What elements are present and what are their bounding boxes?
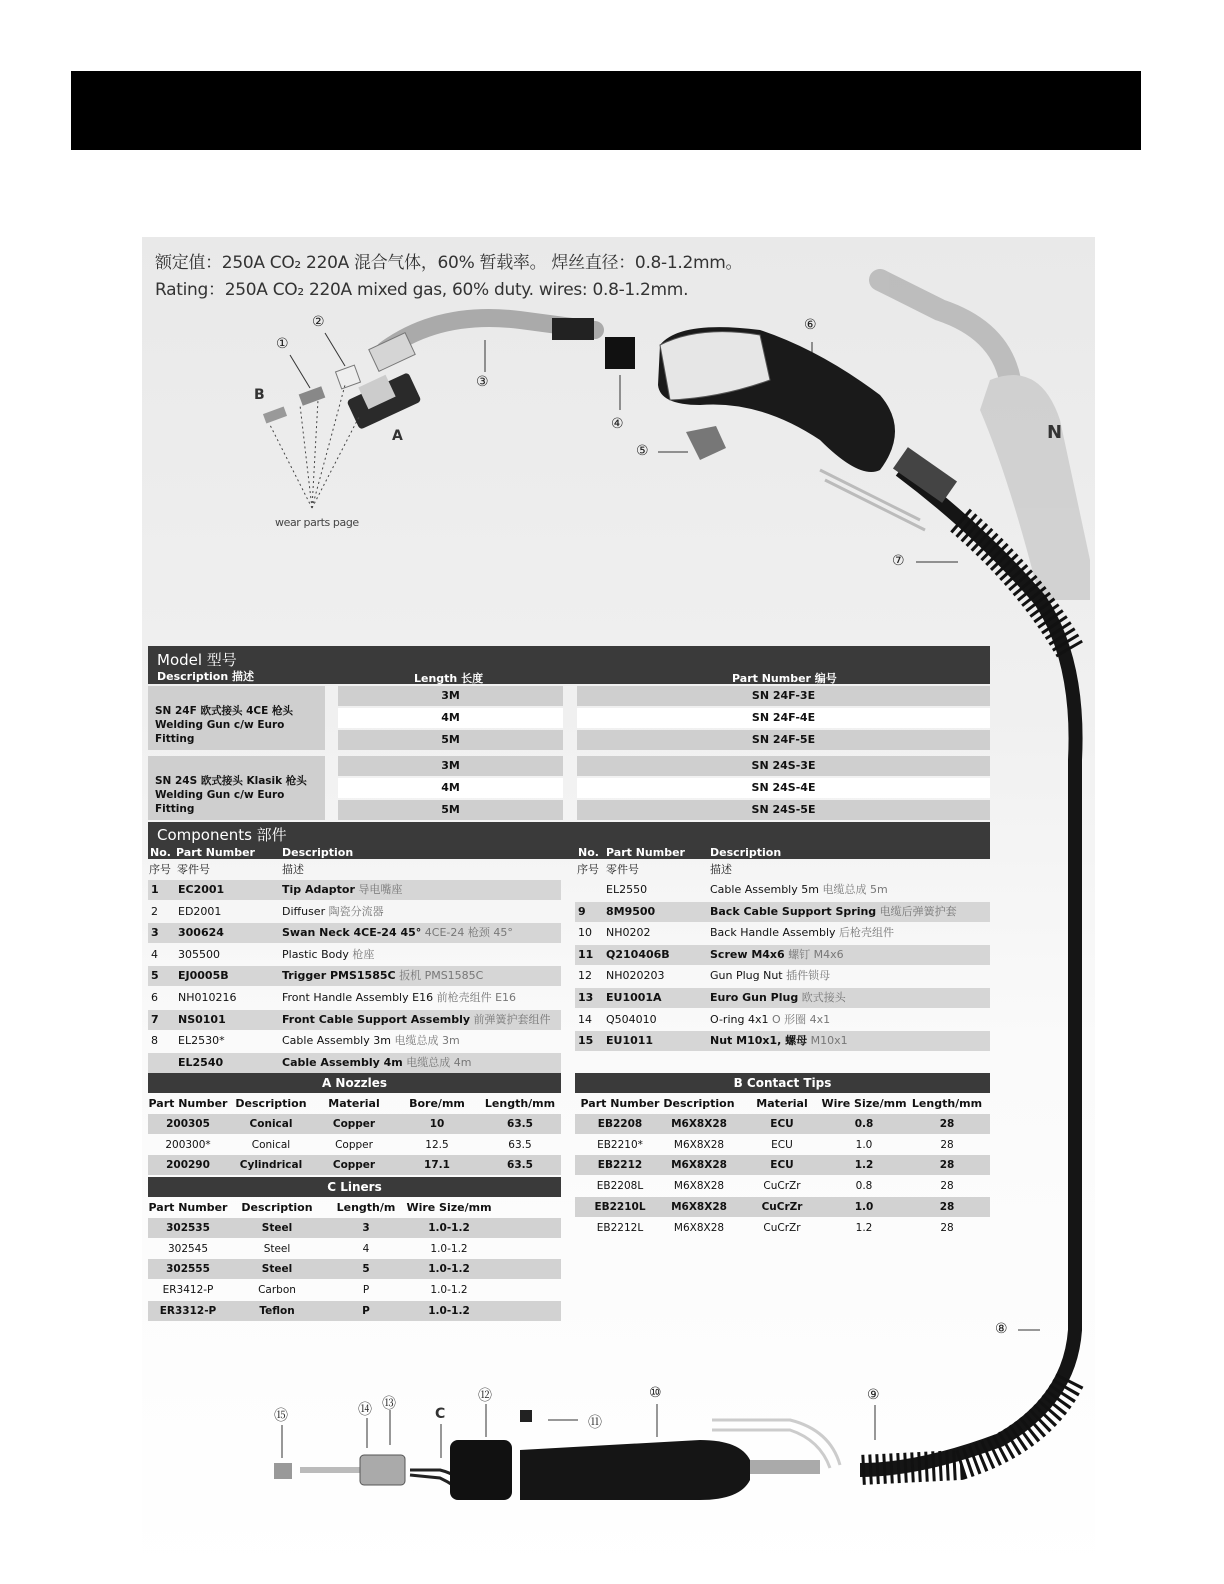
- model-group-1: [148, 686, 325, 750]
- tips-cell: M6X8X28: [671, 1159, 727, 1172]
- component-part: EU1001A: [606, 991, 662, 1004]
- component-part: EL2540: [178, 1055, 224, 1069]
- nozzles-title: A Nozzles: [148, 1073, 561, 1093]
- component-desc-cn: 电缆总成 5m: [818, 883, 888, 896]
- component-part: EL2530*: [178, 1034, 225, 1048]
- ghost-logo: N: [1047, 422, 1063, 443]
- nozzles-row: [148, 1114, 561, 1134]
- component-part: 300624: [178, 926, 224, 940]
- rear-parts: [274, 1410, 840, 1500]
- rating-english: Rating：250A CO₂ 220A mixed gas, 60% duty. wires: 0.8-1.2mm.: [155, 280, 689, 300]
- component-part: NS0101: [178, 1012, 226, 1026]
- tips-cell: M6X8X28: [671, 1118, 727, 1130]
- component-desc-cn: 电缆后弹簧护套: [876, 904, 957, 918]
- tips-header-cell: Description: [663, 1097, 735, 1110]
- model-part: SN 24F-5E: [577, 730, 990, 750]
- component-no: 8: [151, 1034, 158, 1048]
- tips-cell: EB2208L: [596, 1180, 644, 1193]
- component-row: [148, 1010, 561, 1030]
- tips-cell: CuCrZr: [763, 1180, 801, 1193]
- component-part: Q504010: [606, 1012, 657, 1026]
- components-header: [148, 822, 990, 859]
- tips-cell: 28: [939, 1159, 955, 1172]
- liners-cell: Steel: [261, 1222, 293, 1234]
- nozzles-cell: 63.5: [507, 1159, 533, 1172]
- tips-header-cell: Wire Size/mm: [821, 1097, 907, 1110]
- nozzles-header-cell: Part Number: [148, 1097, 228, 1110]
- callout-3: ③: [476, 374, 489, 390]
- callout-11: ⑪: [588, 1415, 602, 1431]
- component-row: [575, 923, 990, 943]
- liners-cell: 302545: [167, 1242, 209, 1255]
- component-no: 4: [151, 947, 158, 961]
- component-desc-cn: 插件锁母: [782, 969, 831, 983]
- tips-cell: 28: [939, 1118, 955, 1130]
- component-desc: Back Cable Support Spring 电缆后弹簧护套: [710, 904, 957, 918]
- model-part: SN 24F-4E: [577, 708, 990, 728]
- tips-cell: 1.2: [855, 1221, 873, 1234]
- model-part-header: Part Number 编号: [732, 672, 837, 685]
- model-part: SN 24S-4E: [577, 778, 990, 798]
- tips-cell: 28: [940, 1180, 954, 1193]
- component-desc: Cable Assembly 5m 电缆总成 5m: [710, 883, 888, 896]
- component-no: 2: [151, 904, 158, 918]
- liners-cell: Steel: [261, 1263, 293, 1276]
- liners-cell: 302555: [166, 1263, 210, 1276]
- component-desc-cn: 欧式接头: [798, 991, 846, 1004]
- component-part: EL2550: [606, 883, 648, 896]
- front-handle: [658, 327, 895, 472]
- tips-cell: 28: [939, 1200, 955, 1213]
- liners-cell: 1.0-1.2: [428, 1263, 470, 1276]
- liners-cell: 302535: [166, 1222, 210, 1234]
- component-desc-cn: 电缆总成 3m: [390, 1034, 460, 1048]
- tips-cell: M6X8X28: [673, 1180, 725, 1193]
- component-part: ED2001: [178, 904, 222, 918]
- liners-cell: P: [362, 1304, 370, 1317]
- liners-cell: Carbon: [258, 1284, 296, 1297]
- tips-cell: M6X8X28: [673, 1221, 725, 1234]
- component-desc-cn: 陶瓷分流器: [325, 904, 384, 918]
- model-length: 4M: [338, 778, 563, 798]
- nozzles-cell: Conical: [251, 1138, 291, 1151]
- component-no: 15: [578, 1034, 594, 1048]
- liners-cell: 1.0-1.2: [428, 1304, 470, 1317]
- nozzles-cell: 63.5: [507, 1118, 533, 1130]
- model-length: 5M: [338, 800, 563, 820]
- comp-s-desc-r: 描述: [710, 863, 732, 876]
- nozzles-cell: 200305: [166, 1118, 210, 1130]
- tips-title: B Contact Tips: [575, 1073, 990, 1093]
- comp-s-no-r: 序号: [577, 863, 599, 876]
- component-no: 9: [578, 904, 586, 918]
- component-desc-cn: 4CE-24 枪颈 45°: [421, 926, 513, 940]
- component-row: [148, 902, 561, 922]
- liners-row: [148, 1239, 561, 1259]
- component-no: 6: [151, 991, 158, 1004]
- liners-cell: 1.0-1.2: [430, 1284, 468, 1297]
- component-no: 5: [151, 969, 159, 983]
- callout-5: ⑤: [636, 443, 649, 459]
- component-row: [148, 945, 561, 965]
- rating-chinese: 额定值：250A CO₂ 220A 混合气体，60% 暂载率。 焊丝直径：0.8-1.2mm。: [155, 253, 743, 273]
- comp-s-part-r: 零件号: [606, 863, 639, 876]
- model-group-1-name: SN 24F 欧式接头 4CE 枪头: [155, 705, 293, 717]
- tips-cell: 1.2: [854, 1159, 874, 1172]
- tips-cell: 1.0: [854, 1200, 874, 1213]
- liners-row: [148, 1280, 561, 1300]
- component-desc-cn: 导电嘴座: [354, 883, 403, 896]
- callout-7: ⑦: [892, 553, 905, 569]
- model-desc-header: Description 描述: [157, 670, 254, 683]
- component-desc: Tip Adaptor 导电嘴座: [282, 883, 403, 896]
- wear-parts-note: wear parts page: [275, 516, 359, 529]
- component-row: [148, 988, 561, 1008]
- component-row: [575, 880, 990, 900]
- component-part: Q210406B: [606, 947, 670, 961]
- nozzles-cell: Conical: [249, 1118, 293, 1130]
- model-length: 3M: [338, 686, 563, 706]
- component-desc-cn: 螺钉 M4x6: [784, 947, 844, 961]
- nozzles-header-cell: Bore/mm: [409, 1097, 465, 1110]
- component-desc-cn: 前弹簧护套组件: [470, 1012, 551, 1026]
- model-title: Model 型号: [157, 651, 237, 669]
- nozzles-row: [148, 1135, 561, 1155]
- liners-cell: 3: [362, 1222, 370, 1234]
- components-title: Components 部件: [157, 826, 287, 844]
- component-row: [575, 902, 990, 922]
- nozzles-cell: 17.1: [424, 1159, 450, 1172]
- component-row: [575, 988, 990, 1008]
- component-no: 13: [578, 991, 594, 1004]
- tips-cell: ECU: [770, 1159, 794, 1172]
- component-desc: Gun Plug Nut 插件锁母: [710, 969, 831, 983]
- component-row: [575, 966, 990, 986]
- component-no: 14: [578, 1012, 592, 1026]
- tips-cell: EB2208: [597, 1118, 643, 1130]
- tips-cell: M6X8X28: [673, 1138, 725, 1151]
- tips-cell: EB2210L: [594, 1200, 646, 1213]
- tips-row: [575, 1135, 990, 1155]
- component-row: [148, 966, 561, 986]
- component-row: [148, 1053, 561, 1073]
- callout-12: ⑫: [478, 1388, 492, 1404]
- component-part: 8M9500: [606, 904, 656, 918]
- callout-2: ②: [312, 314, 325, 330]
- component-desc: Front Handle Assembly E16 前枪壳组件 E16: [282, 991, 517, 1004]
- component-desc: Front Cable Support Assembly 前弹簧护套组件: [282, 1012, 551, 1026]
- nozzles-header-cell: Length/mm: [484, 1097, 556, 1110]
- model-part: SN 24S-3E: [577, 756, 990, 776]
- liners-cell: ER3412-P: [162, 1284, 214, 1297]
- component-row: [575, 1031, 990, 1051]
- callout-8: ⑧: [995, 1321, 1008, 1337]
- liners-header-cell: Length/m: [336, 1201, 396, 1214]
- callout-13: ⑬: [382, 1396, 396, 1412]
- component-desc-cn: 扳机 PMS1585C: [395, 969, 484, 983]
- nozzles-cell: 63.5: [508, 1138, 532, 1151]
- tips-cell: ECU: [770, 1118, 794, 1130]
- component-desc-cn: 后枪壳组件: [835, 926, 895, 940]
- tips-cell: CuCrZr: [761, 1200, 803, 1213]
- component-no: 10: [578, 926, 592, 940]
- component-part: EJ0005B: [178, 969, 229, 983]
- model-length: 5M: [338, 730, 563, 750]
- nozzles-cell: Copper: [335, 1138, 373, 1151]
- comp-h-no-r: No.: [578, 846, 599, 859]
- nozzles-row: [148, 1155, 561, 1175]
- model-group-1-sub: Welding Gun c/w Euro Fitting: [155, 719, 285, 745]
- liners-row: [148, 1301, 561, 1321]
- nozzles-header-row: [148, 1094, 561, 1114]
- model-part: SN 24S-5E: [577, 800, 990, 820]
- tips-cell: M6X8X28: [671, 1200, 727, 1213]
- nozzles-cell: 200290: [166, 1159, 210, 1172]
- component-part: NH0202: [606, 926, 651, 940]
- comp-h-desc: Description: [282, 846, 354, 859]
- tips-cell: EB2212: [597, 1159, 643, 1172]
- liners-header-cell: Wire Size/mm: [406, 1201, 492, 1214]
- liners-row: [148, 1259, 561, 1279]
- liners-cell: Steel: [263, 1242, 291, 1255]
- component-desc: Back Handle Assembly 后枪壳组件: [710, 926, 895, 940]
- model-group-2: [148, 756, 325, 820]
- liners-cell: 5: [362, 1263, 370, 1276]
- component-desc: Euro Gun Plug 欧式接头: [710, 991, 846, 1004]
- component-part: NH020203: [606, 969, 665, 983]
- liners-header-cell: Description: [241, 1201, 313, 1214]
- component-desc: Cable Assembly 3m 电缆总成 3m: [282, 1034, 460, 1048]
- comp-s-desc: 描述: [282, 863, 304, 876]
- tips-cell: CuCrZr: [763, 1221, 801, 1234]
- tips-row: [575, 1176, 990, 1196]
- component-desc-cn: 前枪壳组件 E16: [433, 991, 517, 1004]
- tips-cell: EB2210*: [597, 1138, 643, 1151]
- tips-cell: 1.0: [855, 1138, 873, 1151]
- component-row: [148, 880, 561, 900]
- tips-cell: 28: [940, 1138, 954, 1151]
- liners-cell: Teflon: [259, 1304, 295, 1317]
- liners-cell: ER3312-P: [159, 1304, 217, 1317]
- callout-10: ⑩: [649, 1385, 662, 1401]
- model-length: 4M: [338, 708, 563, 728]
- component-part: NH010216: [178, 991, 237, 1004]
- nozzles-cell: Copper: [332, 1118, 376, 1130]
- component-no: 7: [151, 1012, 159, 1026]
- component-no: 3: [151, 926, 159, 940]
- component-no: 1: [151, 883, 159, 896]
- component-desc-cn: 电缆总成 4m: [402, 1055, 472, 1069]
- nozzles-cell: 10: [429, 1118, 445, 1130]
- comp-s-part: 零件号: [177, 863, 210, 876]
- comp-h-part: Part Number: [176, 846, 255, 859]
- callout-14: ⑭: [358, 1402, 372, 1418]
- component-part: EC2001: [178, 883, 225, 896]
- tips-header-cell: Length/mm: [911, 1097, 983, 1110]
- callout-4: ④: [611, 416, 624, 432]
- nozzles-header-cell: Description: [235, 1097, 307, 1110]
- component-desc: Diffuser 陶瓷分流器: [282, 904, 384, 918]
- liners-header-row: [148, 1198, 561, 1218]
- callout-6: ⑥: [804, 317, 817, 333]
- component-desc: O-ring 4x1 O 形圈 4x1: [710, 1012, 831, 1026]
- liners-title: C Liners: [148, 1177, 561, 1197]
- component-row: [575, 1010, 990, 1030]
- component-desc: Nut M10x1, 螺母 M10x1: [710, 1034, 848, 1048]
- tips-header-cell: Material: [756, 1097, 808, 1110]
- component-desc-cn: 枪座: [348, 947, 375, 961]
- component-desc-cn: M10x1: [807, 1034, 848, 1048]
- front-parts: [263, 365, 422, 430]
- tips-row: [575, 1114, 990, 1134]
- liners-header-cell: Part Number: [148, 1201, 228, 1214]
- tips-cell: 0.8: [855, 1180, 873, 1193]
- comp-h-part-r: Part Number: [606, 846, 685, 859]
- nozzles-header-cell: Material: [328, 1097, 380, 1110]
- label-c: C: [435, 1406, 446, 1422]
- liners-cell: 1.0-1.2: [430, 1242, 468, 1255]
- component-desc: Trigger PMS1585C 扳机 PMS1585C: [282, 969, 484, 983]
- model-length: 3M: [338, 756, 563, 776]
- callout-1: ①: [276, 336, 289, 352]
- nozzles-cell: 200300*: [165, 1138, 211, 1151]
- tips-cell: 28: [940, 1221, 954, 1234]
- nozzles-cell: 12.5: [425, 1138, 449, 1151]
- callout-9: ⑨: [867, 1387, 880, 1403]
- nozzles-cell: Copper: [332, 1159, 376, 1172]
- comp-h-desc-r: Description: [710, 846, 782, 859]
- component-part: EU1011: [606, 1034, 654, 1048]
- component-desc: Swan Neck 4CE-24 45° 4CE-24 枪颈 45°: [282, 926, 513, 940]
- component-no: 11: [578, 947, 594, 961]
- component-desc: Cable Assembly 4m 电缆总成 4m: [282, 1055, 472, 1069]
- component-desc: Screw M4x6 螺钉 M4x6: [710, 947, 844, 961]
- tips-row: [575, 1155, 990, 1175]
- liners-cell: 4: [362, 1242, 370, 1255]
- tips-cell: ECU: [771, 1138, 793, 1151]
- liners-cell: P: [362, 1284, 370, 1297]
- component-row: [575, 945, 990, 965]
- label-b: B: [254, 387, 265, 403]
- tips-header-row: [575, 1094, 990, 1114]
- label-a: A: [392, 428, 403, 444]
- component-no: 12: [578, 969, 592, 983]
- component-part: 305500: [178, 947, 220, 961]
- callout-15: ⑮: [274, 1408, 288, 1424]
- liners-cell: 1.0-1.2: [428, 1222, 470, 1234]
- tips-row: [575, 1218, 990, 1238]
- tips-row: [575, 1197, 990, 1217]
- tips-cell: EB2212L: [596, 1221, 644, 1234]
- model-header: [148, 646, 990, 684]
- liners-row: [148, 1218, 561, 1238]
- component-desc: Plastic Body 枪座: [282, 947, 375, 961]
- comp-s-no: 序号: [149, 863, 171, 876]
- model-length-header: Length 长度: [414, 672, 484, 685]
- model-group-2-name: SN 24S 欧式接头 Klasik 枪头: [155, 775, 307, 787]
- model-group-2-sub: Welding Gun c/w Euro Fitting: [155, 789, 285, 815]
- component-row: [148, 923, 561, 943]
- component-row: [148, 1031, 561, 1051]
- tips-cell: 0.8: [854, 1118, 874, 1130]
- component-desc-cn: O 形圈 4x1: [768, 1012, 831, 1026]
- nozzles-cell: Cylindrical: [239, 1159, 303, 1172]
- comp-h-no: No.: [150, 846, 171, 859]
- model-part: SN 24F-3E: [577, 686, 990, 706]
- tips-header-cell: Part Number: [580, 1097, 660, 1110]
